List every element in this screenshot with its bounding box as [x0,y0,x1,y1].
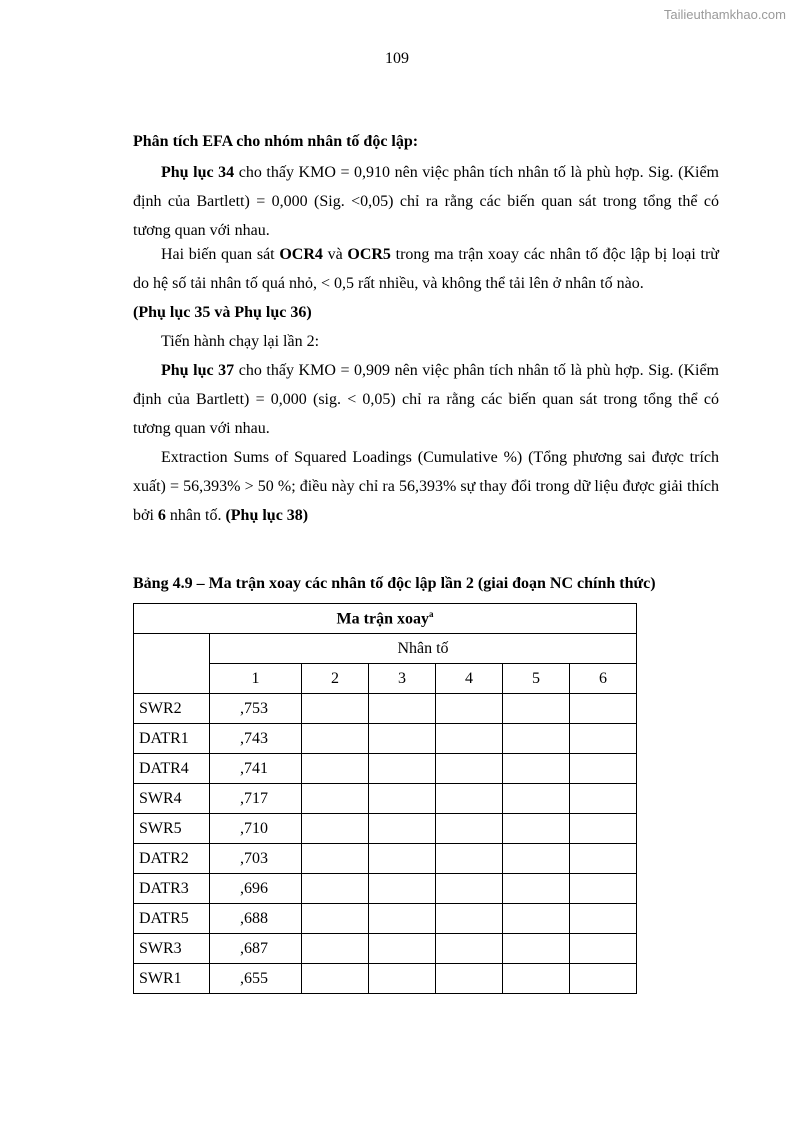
page-number: 109 [385,50,409,67]
loading-cell [503,844,570,874]
text-span: Extraction Sums of Squared Loadings (Cumulative %) (Tổng phương sai được trích xuất) = 56,393% > 50 %; điều này chỉ ra 56,393% sự thay đổi trong dữ liệu được giải thích bởi [133,449,719,524]
loading-cell [503,874,570,904]
loading-cell [436,844,503,874]
table-title-text: Ma trận xoay [336,610,429,628]
loading-cell: ,687 [210,934,302,964]
loading-cell [570,784,637,814]
paragraph-text: cho thấy KMO = 0,909 nên việc phân tích nhân tố là phù hợp. Sig. (Kiểm định của Bartlett) = 0,000 (sig. < 0,05) chỉ ra rằng các biến quan sát trong tổng thể có tương quan với nhau. [133,362,720,437]
loading-cell [436,814,503,844]
section-heading: Phân tích EFA cho nhóm nhân tố độc lập: [133,133,419,150]
loading-cell: ,688 [210,904,302,934]
loading-cell [302,964,369,994]
factor-count: 6 [157,507,166,524]
loading-cell [436,904,503,934]
table-row [134,724,637,754]
loading-cell [503,964,570,994]
row-label: SWR1 [134,964,210,994]
column-header-6: 6 [570,664,637,694]
rotated-matrix-table [133,603,637,994]
table-row [134,934,637,964]
loading-cell [369,874,436,904]
paragraph-rerun: Tiến hành chạy lại lần 2: [161,333,320,350]
watermark-text: Tailieuthamkhao.com [663,7,786,22]
loading-cell [503,814,570,844]
loading-cell [302,934,369,964]
factor-group-header: Nhân tố [210,634,637,664]
loading-cell: ,753 [210,694,302,724]
loading-cell [503,934,570,964]
loading-cell [369,904,436,934]
paragraph-text: cho thấy KMO = 0,910 nên việc phân tích nhân tố là phù hợp. Sig. (Kiểm định của Bartlett) = 0,000 (Sig. <0,05) chỉ ra rằng các biến quan sát trong tổng thể có tương quan với nhau. [133,164,720,239]
ref-appendix-35-36: (Phụ lục 35 và Phụ lục 36) [133,304,312,321]
loading-cell [369,934,436,964]
loading-cell [369,694,436,724]
paragraph-variance [133,443,719,530]
text-span: trong ma trận xoay các nhân tố độc lập bị loại trừ do hệ số tải nhân tố quá nhỏ, < 0,5 rất nhiều, và không thể tải lên ở nhân tố nào. [133,246,719,292]
loading-cell [570,814,637,844]
loading-cell [369,784,436,814]
row-label: SWR5 [134,814,210,844]
loading-cell [503,754,570,784]
paragraph-block-1 [133,158,719,245]
loading-cell: ,717 [210,784,302,814]
loading-cell [436,784,503,814]
var-ocr5: OCR5 [347,246,391,263]
loading-cell [369,964,436,994]
loading-cell [436,694,503,724]
loading-cell: ,696 [210,874,302,904]
loading-cell [436,724,503,754]
row-label: SWR3 [134,934,210,964]
loading-cell [436,964,503,994]
loading-cell [369,724,436,754]
row-label: DATR5 [134,904,210,934]
table-row [134,964,637,994]
row-label: DATR1 [134,724,210,754]
loading-cell [302,904,369,934]
loading-cell [503,694,570,724]
paragraph-kmo-2 [133,356,719,443]
paragraph-ref-35-36 [133,298,719,327]
loading-cell [302,874,369,904]
table-row [134,874,637,904]
var-ocr4: OCR4 [279,246,323,263]
loading-cell [570,874,637,904]
row-label: DATR3 [134,874,210,904]
corner-cell [134,634,210,694]
paragraph-excluded-vars [133,240,719,298]
loading-cell: ,655 [210,964,302,994]
loading-cell [302,784,369,814]
column-header-2: 2 [302,664,369,694]
loading-cell [302,724,369,754]
loading-cell [570,754,637,784]
paragraph-kmo-1 [133,158,719,245]
loading-cell [369,844,436,874]
column-header-row [134,664,637,694]
loading-cell [369,814,436,844]
table-row [134,904,637,934]
row-label: DATR4 [134,754,210,784]
loading-cell [302,754,369,784]
loading-cell: ,710 [210,814,302,844]
loading-cell [436,874,503,904]
loading-cell [503,724,570,754]
loading-cell [302,694,369,724]
loading-cell [503,904,570,934]
table-row [134,784,637,814]
text-span: nhân tố. [165,507,226,524]
row-label: DATR2 [134,844,210,874]
loading-cell [570,694,637,724]
loading-cell [570,904,637,934]
column-header-4: 4 [436,664,503,694]
loading-cell [503,784,570,814]
ref-appendix-37: Phụ lục 37 [161,362,235,379]
table-caption: Bảng 4.9 – Ma trận xoay các nhân tố độc lập lần 2 (giai đoạn NC chính thức) [133,575,656,592]
ref-appendix-38: (Phụ lục 38) [225,507,309,524]
table-row [134,814,637,844]
table-row [134,694,637,724]
loading-cell [570,724,637,754]
loading-cell: ,741 [210,754,302,784]
loading-cell [369,754,436,784]
column-header-5: 5 [503,664,570,694]
loading-cell [436,934,503,964]
loading-cell: ,703 [210,844,302,874]
paragraph-block-2 [133,240,719,530]
text-span: Hai biến quan sát [161,246,280,263]
loading-cell [570,964,637,994]
loading-cell [436,754,503,784]
table-row [134,844,637,874]
ref-appendix-34: Phụ lục 34 [161,164,235,181]
loading-cell [302,814,369,844]
column-header-3: 3 [369,664,436,694]
text-span: và [322,246,348,263]
row-label: SWR2 [134,694,210,724]
loading-cell: ,743 [210,724,302,754]
loading-cell [570,934,637,964]
loading-cell [570,844,637,874]
table-row [134,754,637,784]
table-title-superscript: a [428,608,434,619]
table-title [134,604,637,634]
loading-cell [302,844,369,874]
column-header-1: 1 [210,664,302,694]
row-label: SWR4 [134,784,210,814]
